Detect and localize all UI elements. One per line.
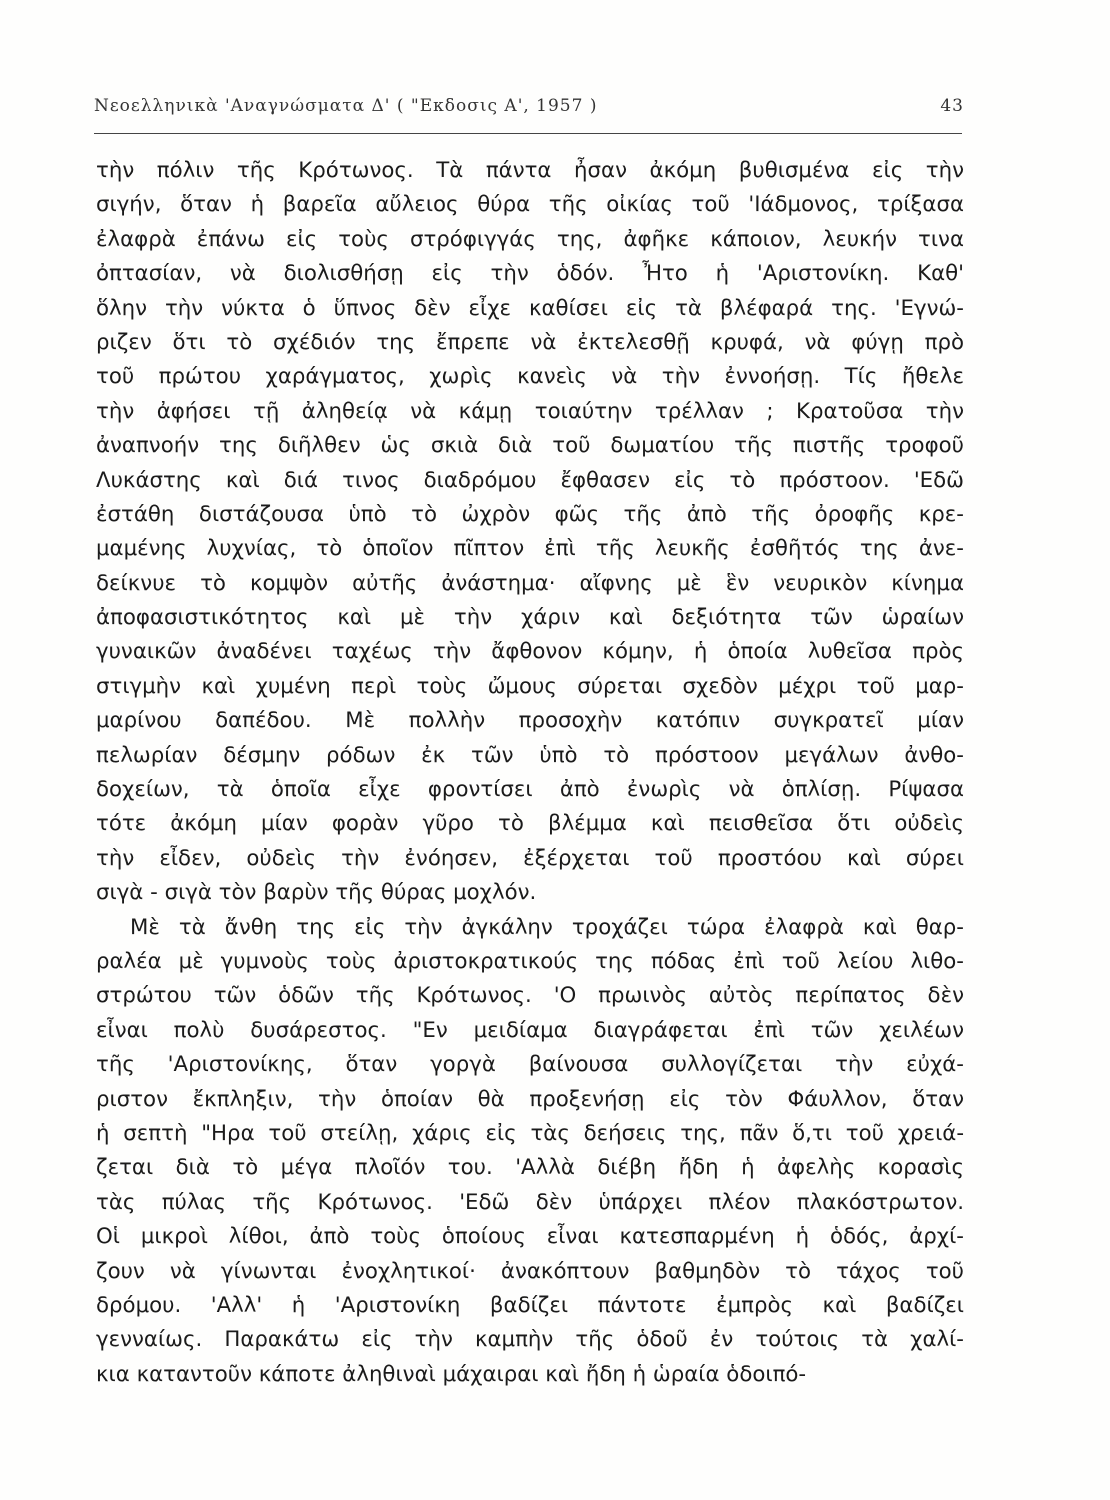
text-line: στρώτου τῶν ὁδῶν τῆς Κρότωνος. 'Ο πρωινὸς αὐτὸς περίπατος δὲν [96, 983, 964, 1009]
text-line: ζεται διὰ τὸ μέγα πλοῖόν του. 'Αλλὰ διέβη ἤδη ἡ ἀφελὴς κορασὶς [96, 1155, 964, 1181]
text-line: ὅλην τὴν νύκτα ὁ ὕπνος δὲν εἶχε καθίσει εἰς τὰ βλέφαρά της. 'Εγνώ- [96, 295, 964, 321]
text-line: ἀναπνοήν της διῆλθεν ὡς σκιὰ διὰ τοῦ δωματίου τῆς πιστῆς τροφοῦ [96, 433, 964, 459]
text-line: τότε ἀκόμη μίαν φορὰν γῦρο τὸ βλέμμα καὶ πεισθεῖσα ὅτι οὐδεὶς [96, 811, 964, 837]
text-line: ζουν νὰ γίνωνται ἐνοχλητικοί· ἀνακόπτουν βαθμηδὸν τὸ τάχος τοῦ [96, 1258, 964, 1284]
text-line: γενναίως. Παρακάτω εἰς τὴν καμπὴν τῆς ὁδοῦ ἐν τούτοις τὰ χαλί- [96, 1327, 964, 1353]
text-line: πελωρίαν δέσμην ρόδων ἐκ τῶν ὑπὸ τὸ πρόστοον μεγάλων ἀνθο- [96, 742, 964, 768]
text-line: Μὲ τὰ ἄνθη της εἰς τὴν ἀγκάλην τροχάζει τώρα ἐλαφρὰ καὶ θαρ- [130, 914, 964, 940]
text-line: γυναικῶν ἀναδένει ταχέως τὴν ἄφθονον κόμην, ἡ ὁποία λυθεῖσα πρὸς [96, 639, 964, 665]
text-line: δρόμου. 'Αλλ' ἡ 'Αριστονίκη βαδίζει πάντοτε ἐμπρὸς καὶ βαδίζει [96, 1292, 964, 1318]
text-line: τὴν ἀφήσει τῇ ἀληθείᾳ νὰ κάμῃ τοιαύτην τρέλλαν ; Κρατοῦσα τὴν [96, 398, 964, 424]
text-line: τῆς 'Αριστονίκης, ὅταν γοργὰ βαίνουσα συλλογίζεται τὴν εὐχά- [96, 1052, 964, 1078]
text-line: κια καταντοῦν κάποτε ἀληθιναὶ μάχαιραι καὶ ἤδη ἡ ὡραία ὁδοιπό- [96, 1361, 807, 1387]
book-title: Νεοελληνικὰ 'Αναγνώσματα Δ' ( "Εκδοσις Α', 1957 ) [94, 96, 598, 116]
text-line: ραλέα μὲ γυμνοὺς τοὺς ἀριστοκρατικούς της πόδας ἐπὶ τοῦ λείου λιθο- [96, 948, 964, 974]
text-line: ριζεν ὅτι τὸ σχέδιόν της ἔπρεπε νὰ ἐκτελεσθῇ κρυφά, νὰ φύγῃ πρὸ [96, 329, 964, 355]
text-line: μαμένης λυχνίας, τὸ ὁποῖον πῖπτον ἐπὶ τῆς λευκῆς ἐσθῆτός της ἀνε- [96, 536, 964, 562]
paragraph [96, 154, 964, 911]
text-line: ριστον ἔκπληξιν, τὴν ὁποίαν θὰ προξενήσῃ εἰς τὸν Φάυλλον, ὅταν [96, 1086, 964, 1112]
header-rule [94, 133, 962, 134]
paragraph [96, 911, 964, 1392]
running-header [94, 96, 964, 124]
text-line: τοῦ πρώτου χαράγματος, χωρὶς κανεὶς νὰ τὴν ἐννοήσῃ. Τίς ἤθελε [96, 364, 964, 390]
text-line: ἀποφασιστικότητος καὶ μὲ τὴν χάριν καὶ δεξιότητα τῶν ὡραίων [96, 605, 964, 631]
page-number: 43 [940, 96, 964, 116]
text-line: στιγμὴν καὶ χυμένη περὶ τοὺς ὤμους σύρεται σχεδὸν μέχρι τοῦ μαρ- [96, 673, 964, 699]
text-line: τὴν εἶδεν, οὐδεὶς τὴν ἐνόησεν, ἐξέρχεται τοῦ προστόου καὶ σύρει [96, 845, 964, 871]
text-line: μαρίνου δαπέδου. Μὲ πολλὴν προσοχὴν κατόπιν συγκρατεῖ μίαν [96, 708, 964, 734]
text-line: ἡ σεπτὴ "Ηρα τοῦ στείλῃ, χάρις εἰς τὰς δεήσεις της, πᾶν ὅ,τι τοῦ χρειά- [96, 1120, 964, 1146]
text-line: δοχείων, τὰ ὁποῖα εἶχε φροντίσει ἀπὸ ἐνωρὶς νὰ ὁπλίσῃ. Ρίψασα [96, 777, 964, 803]
text-line: Λυκάστης καὶ διά τινος διαδρόμου ἔφθασεν εἰς τὸ πρόστοον. 'Εδῶ [96, 467, 964, 493]
text-line: τὰς πύλας τῆς Κρότωνος. 'Εδῶ δὲν ὑπάρχει πλέον πλακόστρωτον. [96, 1189, 964, 1215]
text-line: τὴν πόλιν τῆς Κρότωνος. Τὰ πάντα ἦσαν ἀκόμη βυθισμένα εἰς τὴν [96, 158, 964, 183]
text-line: ἐστάθη διστάζουσα ὑπὸ τὸ ὠχρὸν φῶς τῆς ἀπὸ τῆς ὀροφῆς κρε- [96, 501, 964, 527]
text-line: δείκνυε τὸ κομψὸν αὐτῆς ἀνάστημα· αἴφνης μὲ ἓν νευρικὸν κίνημα [96, 570, 964, 596]
text-line: εἶναι πολὺ δυσάρεστος. "Εν μειδίαμα διαγράφεται ἐπὶ τῶν χειλέων [96, 1017, 964, 1043]
text-line: Οἱ μικροὶ λίθοι, ἀπὸ τοὺς ὁποίους εἶναι κατεσπαρμένη ἡ ὁδός, ἀρχί- [96, 1224, 964, 1250]
text-line: σιγὰ - σιγὰ τὸν βαρὺν τῆς θύρας μοχλόν. [96, 880, 537, 906]
text-line: σιγήν, ὅταν ἡ βαρεῖα αὔλειος θύρα τῆς οἰκίας τοῦ 'Ιάδμονος, τρίξασα [96, 192, 964, 218]
body-text [96, 154, 964, 1392]
text-line: ὀπτασίαν, νὰ διολισθήσῃ εἰς τὴν ὁδόν. Ἦτο ἡ 'Αριστονίκη. Καθ' [96, 261, 964, 287]
text-line: ἐλαφρὰ ἐπάνω εἰς τοὺς στρόφιγγάς της, ἀφῆκε κάποιον, λευκήν τινα [96, 226, 964, 252]
